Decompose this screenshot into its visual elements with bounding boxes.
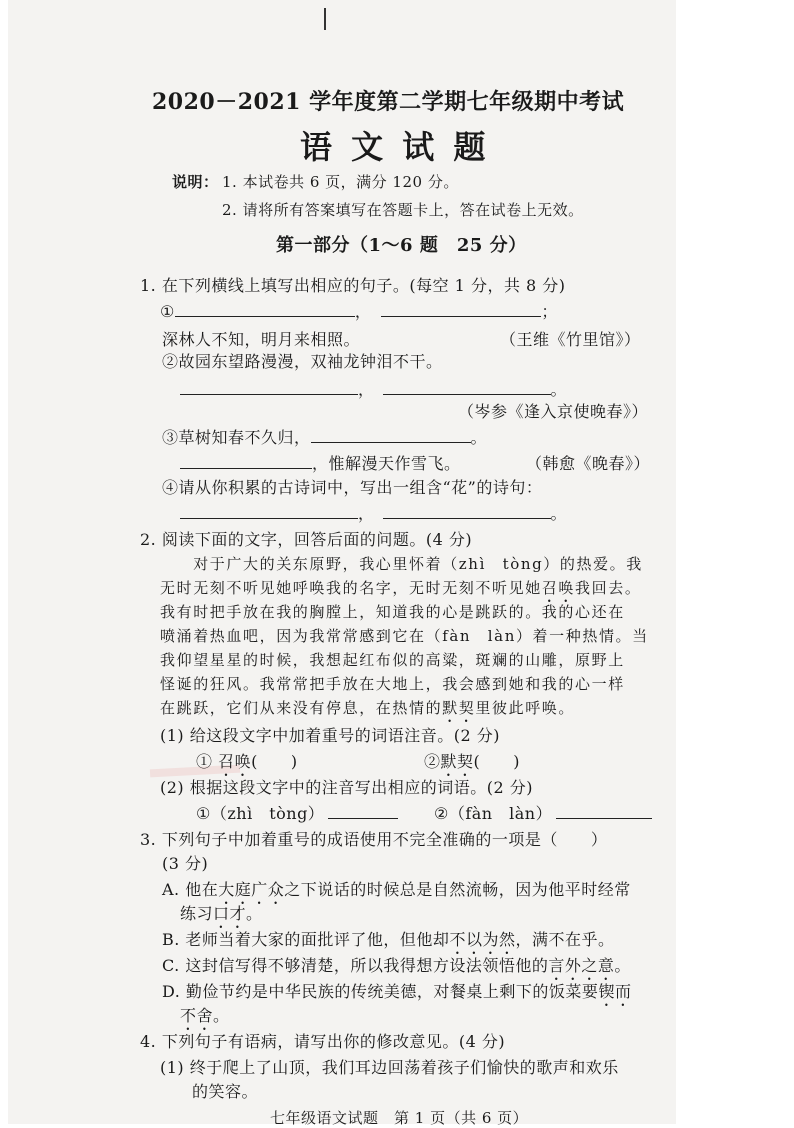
q4-sub1-line1: (1) 终于爬上了山顶，我们耳边回荡着孩子们愉快的歌声和欢乐 <box>160 1058 619 1077</box>
answer-blank[interactable] <box>383 504 551 519</box>
option-text: 。 <box>213 1006 230 1025</box>
q2-sub1-a <box>196 752 298 780</box>
answer-blank[interactable] <box>180 504 358 519</box>
passage-line: 怪诞的狂风。我常常把手放在大地上，我会感到她和我的心一样 <box>160 675 625 693</box>
emphasized-word: 召唤 <box>541 579 576 597</box>
handwritten-mark <box>324 8 326 30</box>
answer-blank[interactable] <box>180 454 312 469</box>
q2-sub2: (2) 根据这段文字中的注音写出相应的词语。(2 分) <box>160 778 534 797</box>
emphasized-idiom: 口才 <box>213 904 247 923</box>
item-number: ② <box>424 752 441 771</box>
passage-text: 里彼此呼唤。 <box>475 699 576 717</box>
option-text: B. 老师当着大家的面批评了他，但他却 <box>162 930 450 949</box>
q2-sub2-b <box>434 804 652 824</box>
exam-title: 2020－2021 学年度第二学期七年级期中考试 <box>152 89 625 115</box>
q1-item3-line1 <box>162 428 487 448</box>
answer-paren[interactable]: ( ) <box>473 752 521 771</box>
passage-text: 在跳跃，它们从来没有停息，在热情的 <box>160 699 443 717</box>
emphasized-idiom: 不以为然 <box>449 930 516 949</box>
emphasized-idiom: 大庭广众 <box>218 880 285 899</box>
page-footer: 七年级语文试题 第 1 页（共 6 页） <box>270 1109 529 1127</box>
q3-option-c <box>162 956 631 984</box>
q3-option-d-cont <box>180 1006 230 1034</box>
q1-item2-source: （岑参《逢入京使晚春》） <box>458 402 649 421</box>
comma: ， <box>358 380 375 399</box>
option-text: A. 他在 <box>162 880 219 899</box>
q1-item2-line1: ②故园东望路漫漫，双袖龙钟泪不干。 <box>162 352 443 371</box>
pinyin-prompt: ②（fàn làn） <box>434 804 553 823</box>
comma: ， <box>358 504 375 523</box>
period: 。 <box>550 380 568 399</box>
q1-item4-line1: ④请从你积累的古诗词中，写出一组含“花”的诗句： <box>162 478 543 497</box>
part-heading: 第一部分（1～6 题 25 分） <box>276 235 527 256</box>
passage-text: 我回去。 <box>575 579 642 597</box>
passage-line: 对于广大的关东原野，我心里怀着（zhì tòng）的热爱。我 <box>160 555 643 573</box>
passage-line <box>160 698 575 726</box>
q4-sub1-line2: 的笑容。 <box>192 1082 259 1101</box>
passage-text: 无时无刻不听见她呼唤我的名字，无时无刻不听见她 <box>160 579 542 597</box>
passage-line: 我有时把手放在我的胸膛上，知道我的心是跳跃的。我的心还在 <box>160 603 625 621</box>
answer-blank[interactable] <box>311 428 471 443</box>
emphasized-word: 召唤 <box>218 752 252 771</box>
emphasized-idiom: 言外之意 <box>548 956 615 975</box>
period: 。 <box>470 428 488 447</box>
q2-sub2-a <box>196 804 398 824</box>
q3-stem: 3. 下列句子中加着重号的成语使用不完全准确的一项是（ ） <box>140 830 608 849</box>
semicolon: ； <box>541 302 558 321</box>
instruction-1: 1. 本试卷共 6 页，满分 120 分。 <box>222 173 459 191</box>
period: 。 <box>550 504 568 523</box>
answer-blank[interactable] <box>328 804 398 819</box>
q1-item4-fill <box>180 504 567 524</box>
q1-item2-fill <box>180 380 567 400</box>
q1-item3-text2: ，惟解漫天作雪飞。 <box>312 454 461 473</box>
q1-item1-number: ① <box>160 302 175 321</box>
q1-item1-line2: 深林人不知，明月来相照。 <box>162 330 361 349</box>
q1-item3-line2 <box>180 454 461 474</box>
emphasized-word: 默契 <box>442 699 476 717</box>
option-text: C. 这封信写得不够清楚，所以我得想方设法领悟他的 <box>162 956 549 975</box>
emphasized-idiom: 锲而 <box>598 982 632 1001</box>
option-text: ，满不在乎。 <box>515 930 615 949</box>
q4-stem: 4. 下列句子有语病，请写出你的修改意见。(4 分) <box>140 1032 506 1051</box>
answer-paren[interactable]: ( ) <box>251 752 298 771</box>
emphasized-idiom: 不舍 <box>180 1006 214 1025</box>
q3-option-d <box>162 982 631 1010</box>
q1-stem: 1. 在下列横线上填写出相应的句子。(每空 1 分，共 8 分) <box>140 276 566 295</box>
q2-sub1-b <box>424 752 520 780</box>
answer-blank[interactable] <box>381 302 541 317</box>
q1-item1-fill <box>160 302 558 322</box>
q3-score: (3 分) <box>162 854 209 873</box>
passage-line: 喷涌着热血吧，因为我常常感到它在（fàn làn）着一种热情。当 <box>160 627 649 645</box>
instruction-2: 2. 请将所有答案填写在答题卡上，答在试卷上无效。 <box>222 201 584 219</box>
q3-option-a-cont <box>180 904 263 932</box>
item-number: ① <box>196 752 213 771</box>
option-text: 。 <box>614 956 631 975</box>
comma: ， <box>354 302 372 321</box>
instructions-label: 说明： <box>172 173 219 191</box>
subject-title: 语 文 试 题 <box>300 128 490 166</box>
answer-blank[interactable] <box>175 302 355 317</box>
option-text: 练习 <box>180 904 214 923</box>
q1-item3-text: ③草树知春不久归， <box>162 428 311 447</box>
q1-item1-source: （王维《竹里馆》） <box>500 330 641 349</box>
option-text: D. 勤俭节约是中华民族的传统美德，对餐桌上剩下的饭菜要 <box>162 982 599 1001</box>
answer-blank[interactable] <box>556 804 652 819</box>
q2-stem: 2. 阅读下面的文字，回答后面的问题。(4 分) <box>140 530 473 549</box>
q3-option-b <box>162 930 614 958</box>
q1-item3-source: （韩愈《晚春》） <box>526 454 651 473</box>
emphasized-word: 默契 <box>440 752 474 771</box>
answer-blank[interactable] <box>180 380 358 395</box>
option-text: 。 <box>246 904 263 923</box>
option-text: 之下说话的时候总是自然流畅，因为他平时经常 <box>284 880 631 899</box>
pinyin-prompt: ①（zhì tòng） <box>196 804 325 823</box>
answer-blank[interactable] <box>383 380 551 395</box>
q2-sub1: (1) 给这段文字中加着重号的词语注音。(2 分) <box>160 726 501 745</box>
passage-line: 我仰望星星的时候，我想起红布似的高粱，斑斓的山雕，原野上 <box>160 651 625 669</box>
